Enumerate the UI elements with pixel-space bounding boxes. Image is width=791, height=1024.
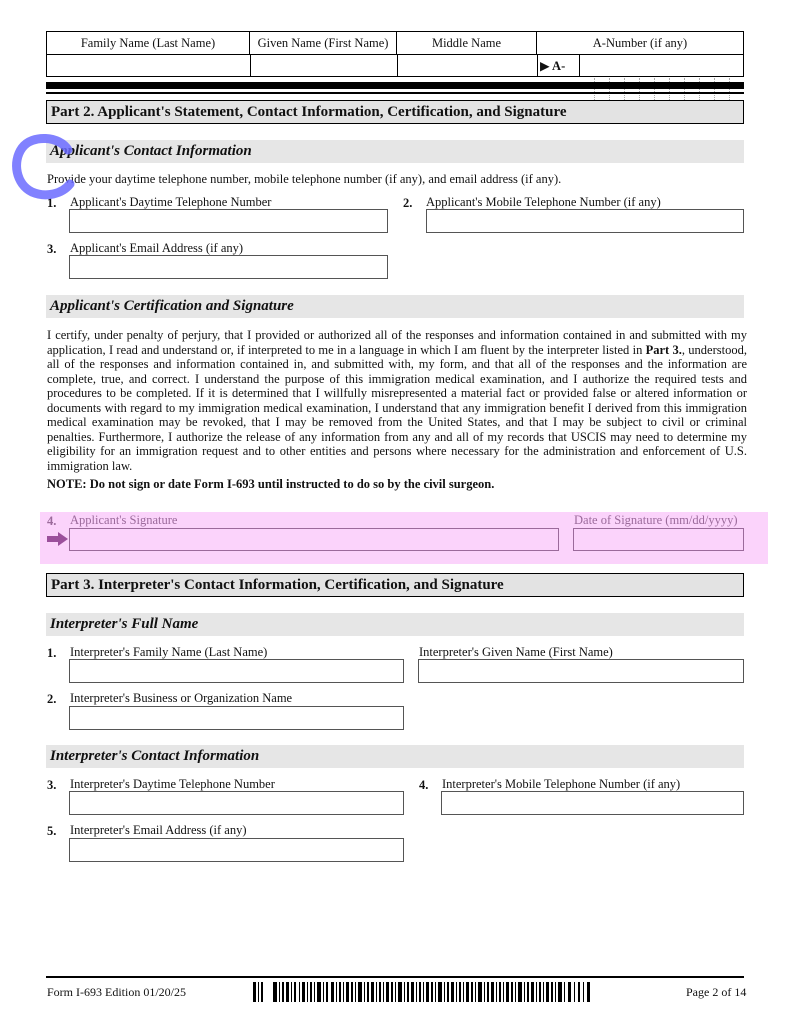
signature-arrow-icon: [47, 531, 69, 552]
interpreter-given-name-input[interactable]: [418, 659, 744, 683]
header-middle-name-label: Middle Name: [397, 32, 537, 54]
header-given-name-input[interactable]: [251, 55, 397, 77]
p3-q1-label: Interpreter's Family Name (Last Name): [70, 645, 268, 659]
applicant-mobile-phone-input[interactable]: [426, 209, 744, 233]
p3-q5-number: 5.: [47, 824, 57, 838]
applicant-daytime-phone-input[interactable]: [69, 209, 388, 233]
footer-edition: Form I-693 Edition 01/20/25: [47, 985, 186, 999]
header-family-name-input[interactable]: [47, 55, 250, 77]
p3-q4-number: 4.: [419, 778, 429, 792]
divider-line: [46, 92, 744, 94]
interpreter-contact-heading: Interpreter's Contact Information: [46, 745, 744, 768]
footer-divider: [46, 976, 744, 978]
divider-bar: [46, 82, 744, 89]
q1-number: 1.: [47, 196, 57, 210]
interpreter-full-name-heading: Interpreter's Full Name: [46, 613, 744, 636]
signature-date-input[interactable]: [573, 528, 744, 551]
certification-text-a: I certify, under penalty of perjury, that I provided or authorized all of the responses and information contained in and submitted with my application, I read and understand or, if interpreted to me in a language in which I am fluent by the interpreter listed in: [47, 328, 747, 357]
applicant-contact-heading: Applicant's Contact Information: [46, 140, 744, 163]
applicant-signature-input[interactable]: [69, 528, 559, 551]
interpreter-organization-input[interactable]: [69, 706, 404, 730]
part3-title: Part 3. Interpreter's Contact Information, Certification, and Signature: [46, 573, 744, 597]
q1-label: Applicant's Daytime Telephone Number: [70, 195, 272, 209]
p3-q3-number: 3.: [47, 778, 57, 792]
applicant-email-input[interactable]: [69, 255, 388, 279]
interpreter-daytime-phone-input[interactable]: [69, 791, 404, 815]
q2-number: 2.: [403, 196, 413, 210]
q2-label: Applicant's Mobile Telephone Number (if any): [426, 195, 661, 209]
p3-q2-number: 2.: [47, 692, 57, 706]
interpreter-mobile-phone-input[interactable]: [441, 791, 744, 815]
interpreter-family-name-input[interactable]: [69, 659, 404, 683]
date-of-signature-label: Date of Signature (mm/dd/yyyy): [574, 513, 738, 527]
q4-label: Applicant's Signature: [70, 513, 178, 527]
footer-page-number: Page 2 of 14: [686, 985, 747, 999]
p3-q4-label: Interpreter's Mobile Telephone Number (if any): [442, 777, 681, 791]
applicant-header-table: [46, 31, 744, 77]
p3-q5-label: Interpreter's Email Address (if any): [70, 823, 247, 837]
q3-number: 3.: [47, 242, 57, 256]
certification-note: NOTE: Do not sign or date Form I-693 until instructed to do so by the civil surgeon.: [47, 477, 495, 491]
certification-text-bold: Part 3.: [645, 342, 682, 357]
certification-text-b: , understood, all of the responses and information contained in, and submitted with, my form, and that all of the responses and the information are complete, true, and correct. I understand the purpose of this immigration medical examination, and I authorize the required tests and procedures to be completed. If it is determined that I willfully misrepresented a material fact or provided false or altered information or documents with regard to my immigration medical examination, I understand that any immigration benefit I derived from this immigration medical examination may be revoked, that I may be removed from the United States, and that I may be subject to civil or criminal penalties. Furthermore, I authorize the release of any information from any and all of my records that USCIS may need to determine my eligibility for an immigration request and to other entities and persons where necessary for the administration and enforcement of U.S. immigration law.: [47, 342, 747, 473]
annotation-circle-icon: [10, 128, 90, 213]
contact-intro-text: Provide your daytime telephone number, mobile telephone number (if any), and email address (if any).: [47, 172, 562, 186]
a-number-input[interactable]: [580, 55, 743, 77]
header-a-number-label: A-Number (if any): [592, 36, 688, 50]
p3-q1b-label: Interpreter's Given Name (First Name): [419, 645, 613, 659]
p3-q1-number: 1.: [47, 646, 57, 660]
p3-q2-label: Interpreter's Business or Organization Name: [70, 691, 293, 705]
q4-number: 4.: [47, 514, 57, 528]
barcode: [253, 982, 593, 1002]
part2-title: Part 2. Applicant's Statement, Contact Information, Certification, and Signature: [46, 100, 744, 124]
a-number-prefix: ▶ A-: [540, 59, 566, 73]
q3-label: Applicant's Email Address (if any): [70, 241, 244, 255]
header-given-name-label: Given Name (First Name): [250, 32, 397, 54]
p3-q3-label: Interpreter's Daytime Telephone Number: [70, 777, 275, 791]
header-middle-name-input[interactable]: [398, 55, 537, 77]
interpreter-email-input[interactable]: [69, 838, 404, 862]
header-family-name-label: Family Name (Last Name): [47, 32, 250, 54]
certification-paragraph: [47, 328, 747, 473]
applicant-certification-heading: Applicant's Certification and Signature: [46, 295, 744, 318]
